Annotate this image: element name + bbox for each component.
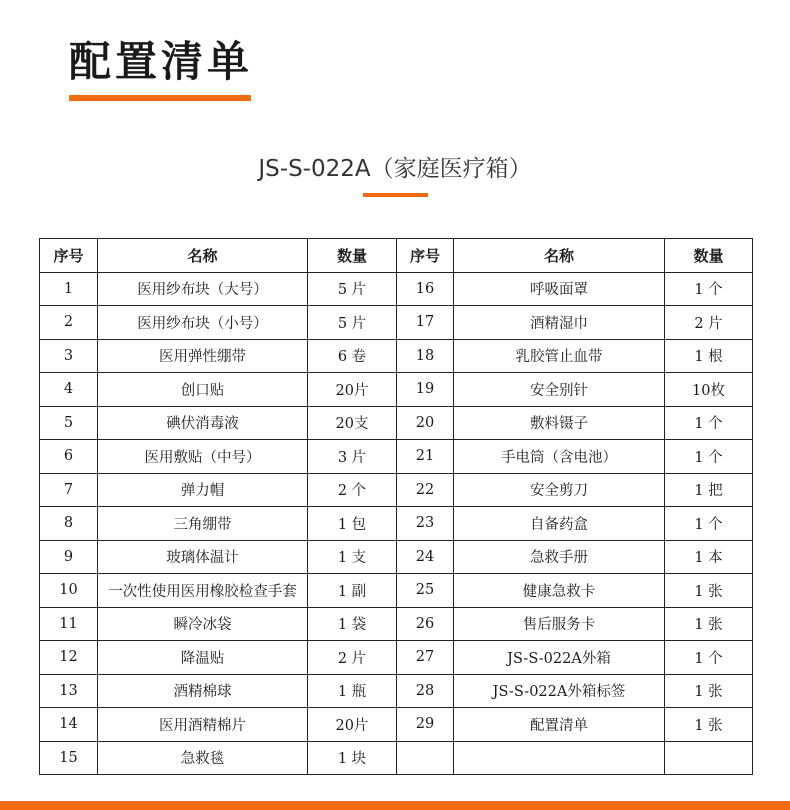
table-row [40,440,753,474]
table-row [40,708,753,742]
item-quantity-right: 2 片 [665,306,753,340]
item-name-right: 健康急救卡 [454,574,665,608]
item-index-left: 2 [40,306,98,340]
item-quantity-left: 1 支 [308,540,397,574]
table-row [40,540,753,574]
item-index-left: 4 [40,373,98,407]
table-row [40,406,753,440]
item-name-right: 安全剪刀 [454,473,665,507]
item-index-right: 21 [397,440,454,474]
table-row [40,607,753,641]
item-name-left: 医用弹性绷带 [98,339,308,373]
item-name-left: 降温贴 [98,641,308,675]
item-quantity-left: 1 袋 [308,607,397,641]
item-index-left: 13 [40,674,98,708]
header-name-left: 名称 [98,239,308,273]
item-quantity-right: 1 个 [665,641,753,675]
item-name-left: 弹力帽 [98,473,308,507]
table-header-row [40,239,753,273]
subtitle-underline [363,193,428,197]
table-row [40,473,753,507]
item-quantity-right: 1 个 [665,272,753,306]
item-quantity-right: 1 个 [665,406,753,440]
item-index-right: 29 [397,708,454,742]
table-row [40,306,753,340]
page-title: 配置清单 [69,37,254,86]
bottom-accent-bar [0,801,790,810]
item-name-right: 呼吸面罩 [454,272,665,306]
item-index-left: 7 [40,473,98,507]
table-row [40,339,753,373]
table-row [40,507,753,541]
item-quantity-left: 2 片 [308,641,397,675]
item-index-right: 20 [397,406,454,440]
item-index-right [397,741,454,775]
item-quantity-right: 1 根 [665,339,753,373]
item-name-left: 创口贴 [98,373,308,407]
item-index-right: 26 [397,607,454,641]
item-name-right: 配置清单 [454,708,665,742]
item-name-left: 三角绷带 [98,507,308,541]
title-underline [69,95,251,101]
item-quantity-left: 3 片 [308,440,397,474]
item-index-right: 22 [397,473,454,507]
item-quantity-right: 1 本 [665,540,753,574]
table-row [40,373,753,407]
item-name-right: 急救手册 [454,540,665,574]
item-name-left: 医用纱布块（小号） [98,306,308,340]
item-quantity-right: 1 张 [665,708,753,742]
item-index-right: 28 [397,674,454,708]
header-index-right: 序号 [397,239,454,273]
item-name-left: 医用酒精棉片 [98,708,308,742]
item-quantity-right: 1 个 [665,440,753,474]
item-name-left: 一次性使用医用橡胶检查手套 [98,574,308,608]
item-name-left: 医用纱布块（大号） [98,272,308,306]
table-row [40,741,753,775]
header-qty-left: 数量 [308,239,397,273]
item-index-left: 6 [40,440,98,474]
item-quantity-left: 5 片 [308,272,397,306]
item-quantity-left: 1 副 [308,574,397,608]
table-row [40,641,753,675]
item-name-left: 酒精棉球 [98,674,308,708]
item-index-left: 5 [40,406,98,440]
item-index-right: 16 [397,272,454,306]
item-index-left: 3 [40,339,98,373]
item-quantity-right: 1 把 [665,473,753,507]
item-quantity-right: 1 张 [665,674,753,708]
table-body [40,272,753,775]
item-name-left: 急救毯 [98,741,308,775]
item-name-right [454,741,665,775]
item-quantity-left: 6 卷 [308,339,397,373]
item-index-right: 23 [397,507,454,541]
header-index-left: 序号 [40,239,98,273]
product-subtitle: JS-S-022A（家庭医疗箱） [258,156,532,182]
item-quantity-left: 2 个 [308,473,397,507]
item-name-right: 售后服务卡 [454,607,665,641]
item-index-right: 24 [397,540,454,574]
configuration-table [39,238,753,775]
item-quantity-left: 20片 [308,373,397,407]
table-row [40,272,753,306]
item-quantity-right: 1 张 [665,574,753,608]
item-quantity-right: 10枚 [665,373,753,407]
item-name-right: 自备药盒 [454,507,665,541]
item-quantity-left: 5 片 [308,306,397,340]
item-index-right: 19 [397,373,454,407]
item-index-left: 1 [40,272,98,306]
item-name-left: 医用敷贴（中号） [98,440,308,474]
item-name-right: JS-S-022A外箱标签 [454,674,665,708]
item-index-left: 12 [40,641,98,675]
item-name-left: 碘伏消毒液 [98,406,308,440]
item-index-left: 11 [40,607,98,641]
item-index-right: 25 [397,574,454,608]
item-name-right: 敷料镊子 [454,406,665,440]
item-name-left: 玻璃体温计 [98,540,308,574]
item-name-right: JS-S-022A外箱 [454,641,665,675]
item-index-right: 18 [397,339,454,373]
item-index-left: 15 [40,741,98,775]
item-name-right: 手电筒（含电池） [454,440,665,474]
item-name-right: 安全别针 [454,373,665,407]
item-quantity-left: 1 包 [308,507,397,541]
table-row [40,674,753,708]
header-qty-right: 数量 [665,239,753,273]
item-name-right: 酒精湿巾 [454,306,665,340]
item-index-left: 8 [40,507,98,541]
header-name-right: 名称 [454,239,665,273]
item-index-left: 10 [40,574,98,608]
item-name-right: 乳胶管止血带 [454,339,665,373]
item-index-left: 14 [40,708,98,742]
item-quantity-right: 1 个 [665,507,753,541]
item-quantity-left: 1 瓶 [308,674,397,708]
table-row [40,574,753,608]
item-quantity-left: 20片 [308,708,397,742]
item-quantity-left: 20支 [308,406,397,440]
item-index-right: 27 [397,641,454,675]
item-quantity-right [665,741,753,775]
item-quantity-left: 1 块 [308,741,397,775]
item-index-left: 9 [40,540,98,574]
item-quantity-right: 1 张 [665,607,753,641]
item-name-left: 瞬冷冰袋 [98,607,308,641]
item-index-right: 17 [397,306,454,340]
